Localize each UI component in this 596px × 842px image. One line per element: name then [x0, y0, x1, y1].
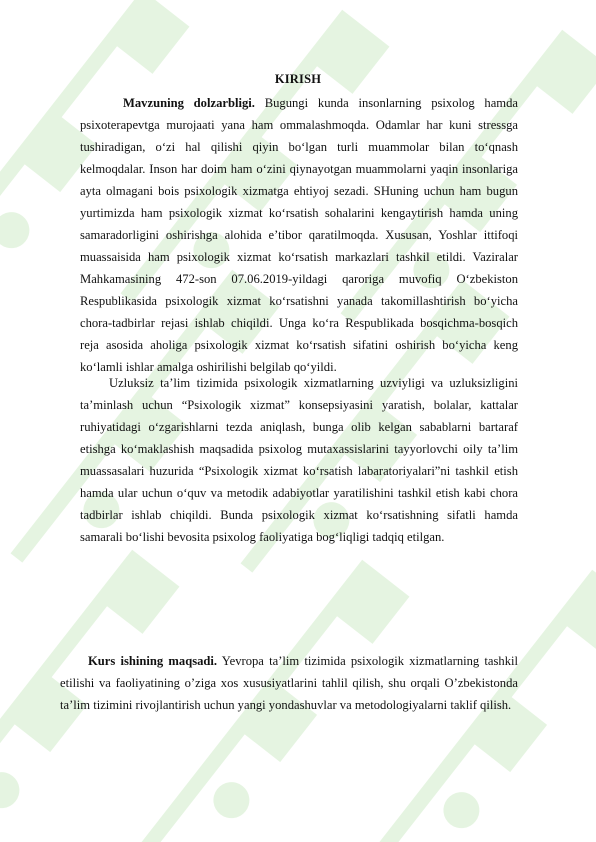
paragraph-lead: Kurs ishining maqsadi. [88, 654, 218, 668]
paragraph-goal [60, 650, 518, 716]
paragraph-relevance [80, 92, 518, 378]
paragraph-continuity [80, 372, 518, 548]
paragraph-text: Bugungi kunda insonlarning psixolog hamda psixoterapevtga murojaati yana ham ommalashmoqda. Odamlar har kuni stressga tushiradigan, o‘zi hal qilishi qiyin bo‘lgan turli muammolar bilan to‘qnash kelmoqdalar. Inson har doim ham o‘zini qiynayotgan muammolarni yaqin insonlariga ayta olmagani bois psixologik xizmatga ehtiyoj sezadi. SHuning uchun ham bugun yurtimizda ham psixologik xizmat ko‘rsatish sohalarini kengaytirish hamda uning samaradorligini oshirishga alohida e’tibor qaratilmoqda. Xususan, Yoshlar ittifoqi muassaisida ham psixologik xizmat ko‘rsatish markazlari tashkil etildi. Vaziralar Mahkamasining 472-son 07.06.2019-yildagi qaroriga muvofiq O‘zbekiston Respublikasida psixologik xizmat ko‘rsatishni yanada takomillashtirish bo‘yicha chora-tadbirlar rejasi ishlab chiqildi. Unga ko‘ra Respublikada bosqichma-bosqich reja asosida aholiga psixologik xizmat ko‘rsatish sifatini oshirish bo‘yicha keng ko‘lamli ishlar amalga oshirilishi belgilab qo‘yildi. [80, 96, 518, 374]
document-title: KIRISH [274, 72, 322, 86]
paragraph-text: Yevropa ta’lim tizimida psixologik xizmatlarning tashkil etilishi va faoliyatining o’ziga xos xususiyatlarini tahlil qilish, shu orqali O’zbekistonda ta’lim tizimini rivojlantirish uchun yangi yondashuvlar va metodologiyalarni taklif qilish. [60, 654, 518, 712]
document-page [60, 0, 518, 842]
paragraph-lead: Mavzuning dolzarbligi. [123, 96, 255, 110]
paragraph-text: Uzluksiz ta’lim tizimida psixologik xizmatlarning uzviyligi va uzluksizligini ta’minlash uchun “Psixologik xizmat” konsepsiyasini yaratish, bolalar, kattalar ruhiyatidagi o‘zgarishlarni tezda aniqlash, bunga olib kelgan sabablarni bartaraf etishga ko‘maklashish maqsadida psixolog mutaxassislarini tayyorlovchi oily ta’lim muassasalari huzurida “Psixologik xizmat ko‘rsatish labaratoriyalari”ni tashkil etish hamda ular uchun o‘quv va metodik adabiyotlar yaratilishini tashkil etish kabi chora tadbirlar ishlab chiqildi. Bunda psixologik xizmat ko‘rsatishning sifatli hamda samarali bo‘lishi bevosita psixolog faoliyatiga bog‘liqligi tadqiq etilgan. [80, 376, 518, 544]
